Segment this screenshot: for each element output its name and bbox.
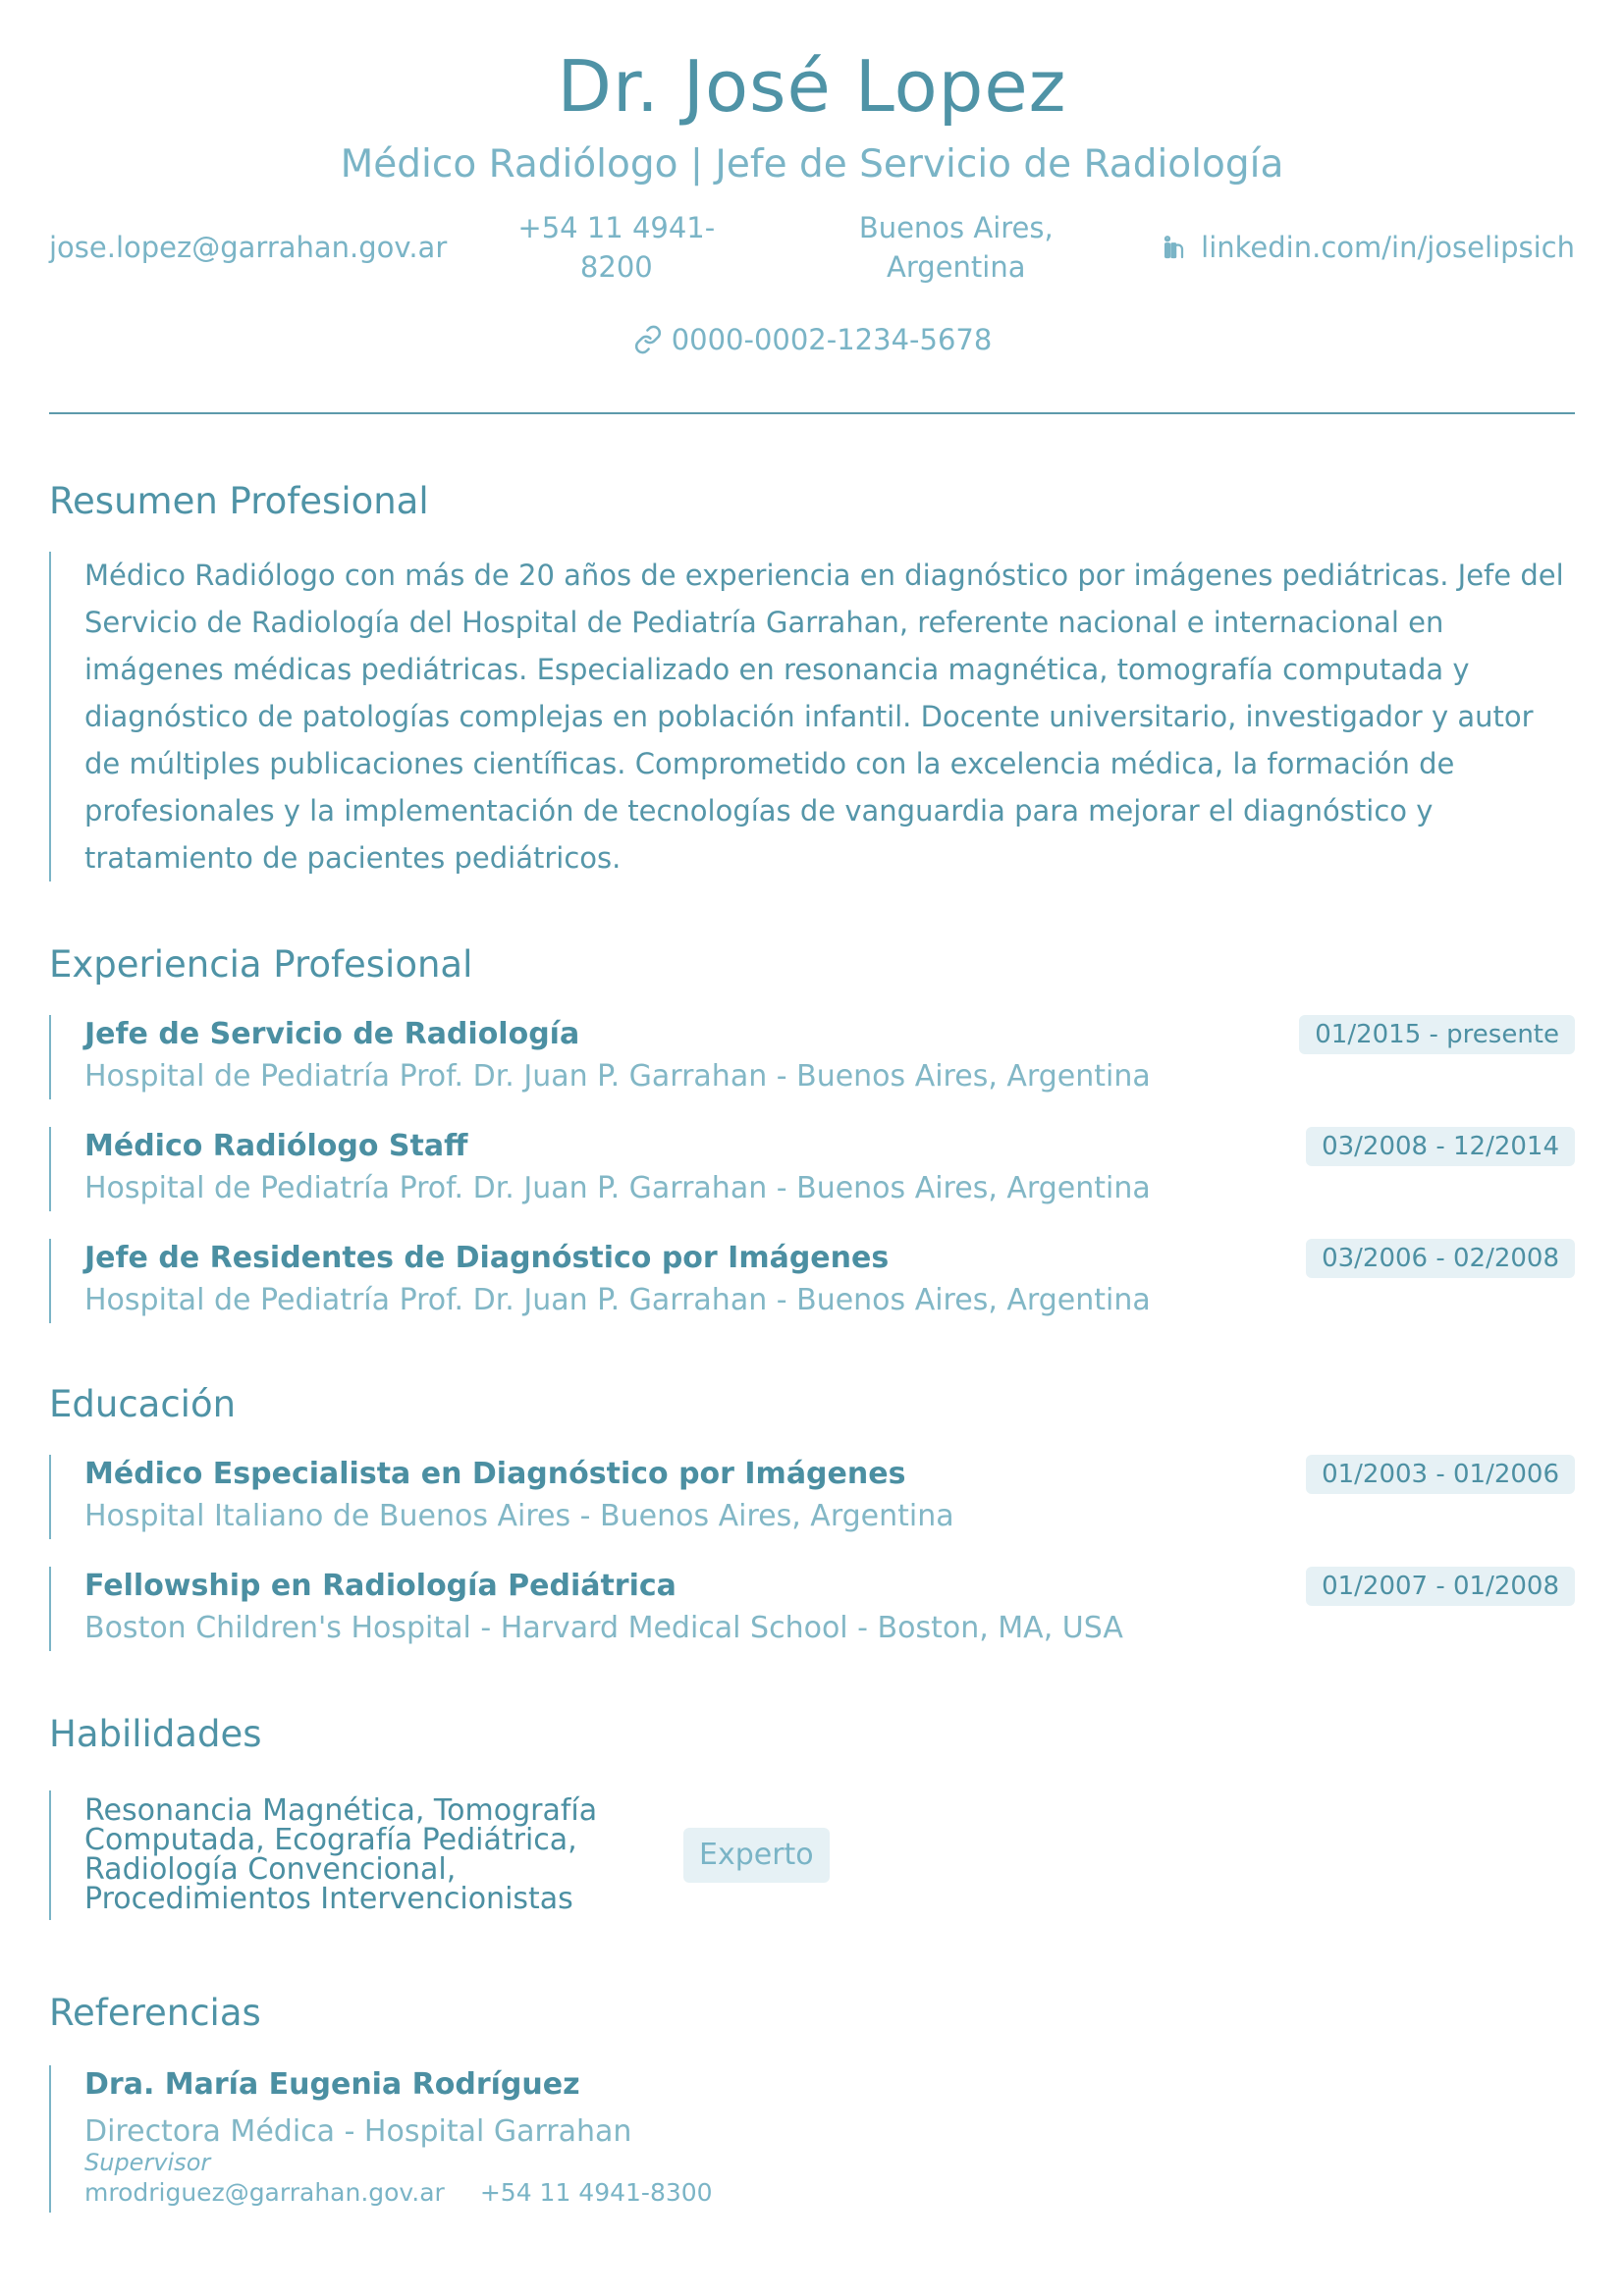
- summary-text: Médico Radiólogo con más de 20 años de experiencia en diagnóstico por imágenes pediátricas. Jefe del Servicio de Radiología del Hospital de Pediatría Garrahan, referente nacional e internacional en imágenes médicas pediátricas. Especializado en resonancia magnética, tomografía computada y diagnóstico de patologías complejas en población infantil. Docente universitario, investigador y autor de múltiples publicaciones científicas. Comprometido con la excelencia médica, la formación de profesionales y la implementación de tecnologías de vanguardia para mejorar el diagnóstico y tratamiento de pacientes pediátricos.: [49, 552, 1575, 881]
- reference-role: Directora Médica - Hospital Garrahan: [84, 2114, 632, 2149]
- job-place: Hospital de Pediatría Prof. Dr. Juan P. Garrahan - Buenos Aires, Argentina: [84, 1059, 1151, 1094]
- contact-line: [49, 208, 1575, 287]
- orcid-link[interactable]: [632, 320, 993, 359]
- references-section: [49, 1989, 1575, 2213]
- experience-item: [49, 1239, 1575, 1323]
- experience-list: [49, 1015, 1575, 1323]
- orcid-line: [49, 320, 1575, 359]
- education-item: [49, 1567, 1575, 1651]
- experience-section: [49, 940, 1575, 1323]
- job-place: Hospital de Pediatría Prof. Dr. Juan P. Garrahan - Buenos Aires, Argentina: [84, 1283, 1151, 1317]
- skill-item: [49, 1790, 1575, 1920]
- experience-item: [49, 1015, 1575, 1099]
- date-badge: 01/2007 - 01/2008: [1306, 1567, 1575, 1606]
- degree-place: Boston Children's Hospital - Harvard Medical School - Boston, MA, USA: [84, 1611, 1123, 1645]
- education-title: Educación: [49, 1383, 237, 1425]
- experience-title: Experiencia Profesional: [49, 943, 473, 986]
- date-badge: 01/2003 - 01/2006: [1306, 1455, 1575, 1494]
- location: Buenos Aires, Argentina: [858, 211, 1054, 284]
- reference-email[interactable]: mrodriguez@garrahan.gov.ar: [84, 2178, 445, 2207]
- reference-contact: [84, 2173, 1575, 2213]
- job-title: Jefe de Residentes de Diagnóstico por Imágenes: [84, 1241, 890, 1275]
- reference-item: [49, 2065, 1575, 2213]
- job-title: Jefe de Servicio de Radiología: [84, 1017, 580, 1051]
- skill-level-badge: Experto: [683, 1828, 830, 1883]
- date-badge: 03/2006 - 02/2008: [1306, 1239, 1575, 1278]
- skill-name: Resonancia Magnética, Tomografía Computada, Ecografía Pediátrica, Radiología Convencional, Procedimientos Intervencionistas: [84, 1793, 598, 1916]
- degree-title: Médico Especialista en Diagnóstico por Imágenes: [84, 1457, 906, 1491]
- phone-number: +54 11 4941-8200: [517, 211, 716, 284]
- person-role: Médico Radiólogo | Jefe de Servicio de Radiología: [340, 142, 1284, 187]
- education-section: [49, 1380, 1575, 1651]
- job-title: Médico Radiólogo Staff: [84, 1129, 468, 1163]
- linkedin-link[interactable]: [1162, 208, 1575, 287]
- orcid-text: 0000-0002-1234-5678: [671, 323, 993, 356]
- job-place: Hospital de Pediatría Prof. Dr. Juan P. Garrahan - Buenos Aires, Argentina: [84, 1171, 1151, 1205]
- degree-place: Hospital Italiano de Buenos Aires - Buenos Aires, Argentina: [84, 1499, 954, 1533]
- date-badge: 03/2008 - 12/2014: [1306, 1127, 1575, 1166]
- skills-title: Habilidades: [49, 1713, 262, 1755]
- skills-section: [49, 1710, 1575, 1920]
- experience-item: [49, 1127, 1575, 1211]
- header-divider: [49, 412, 1575, 414]
- reference-name: Dra. María Eugenia Rodríguez: [84, 2067, 580, 2102]
- summary-title: Resumen Profesional: [49, 480, 429, 522]
- date-badge: 01/2015 - presente: [1299, 1015, 1575, 1054]
- resume-header: [49, 0, 1575, 414]
- linkedin-text: linkedin.com/in/joselipsich: [1201, 231, 1575, 264]
- link-icon: [632, 325, 664, 354]
- summary-section: [49, 477, 1575, 881]
- linkedin-icon: [1162, 233, 1193, 262]
- reference-phone: +54 11 4941-8300: [479, 2178, 713, 2207]
- degree-title: Fellowship en Radiología Pediátrica: [84, 1569, 677, 1603]
- education-item: [49, 1455, 1575, 1539]
- email-link[interactable]: jose.lopez@garrahan.gov.ar: [49, 231, 448, 264]
- person-name: Dr. José Lopez: [557, 45, 1067, 128]
- reference-relation: Supervisor: [84, 2149, 211, 2176]
- education-list: [49, 1455, 1575, 1651]
- references-title: Referencias: [49, 1992, 261, 2034]
